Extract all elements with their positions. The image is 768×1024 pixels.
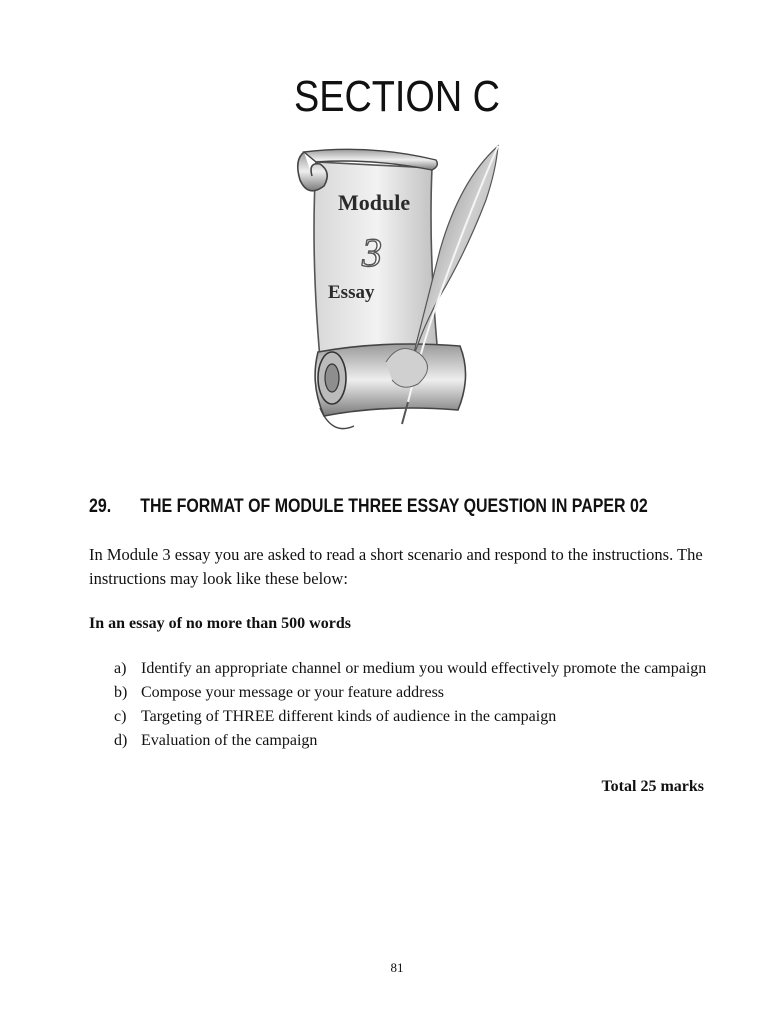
list-item bbox=[114, 657, 706, 681]
list-item bbox=[114, 681, 706, 705]
module-scroll-quill-illustration bbox=[290, 140, 506, 436]
list-marker: b) bbox=[114, 684, 128, 701]
illustration-text-essay: Essay bbox=[328, 282, 375, 303]
list-marker: d) bbox=[114, 732, 128, 749]
list-item-text: Identify an appropriate channel or medium you would effectively promote the campaign bbox=[141, 660, 707, 677]
list-item bbox=[114, 729, 706, 753]
list-marker: c) bbox=[114, 708, 127, 725]
question-heading bbox=[89, 496, 648, 518]
instruction-list bbox=[114, 657, 706, 753]
intro-paragraph: In Module 3 essay you are asked to read a short scenario and respond to the instructions. The instructions may look like these below: bbox=[89, 545, 703, 588]
list-item-text: Evaluation of the campaign bbox=[141, 732, 318, 749]
section-title: SECTION C bbox=[293, 72, 501, 121]
question-number: 29. bbox=[89, 496, 112, 517]
page-number: 81 bbox=[390, 960, 404, 975]
illustration-text-number: 3 bbox=[362, 230, 382, 275]
list-item-text: Targeting of THREE different kinds of audience in the campaign bbox=[141, 708, 557, 725]
essay-instruction: In an essay of no more than 500 words bbox=[89, 615, 351, 632]
question-title: THE FORMAT OF MODULE THREE ESSAY QUESTION IN PAPER 02 bbox=[140, 496, 648, 517]
illustration-text-module: Module bbox=[338, 190, 411, 215]
total-marks: Total 25 marks bbox=[601, 778, 704, 795]
list-item bbox=[114, 705, 706, 729]
list-marker: a) bbox=[114, 660, 127, 677]
list-item-text: Compose your message or your feature address bbox=[141, 684, 445, 701]
